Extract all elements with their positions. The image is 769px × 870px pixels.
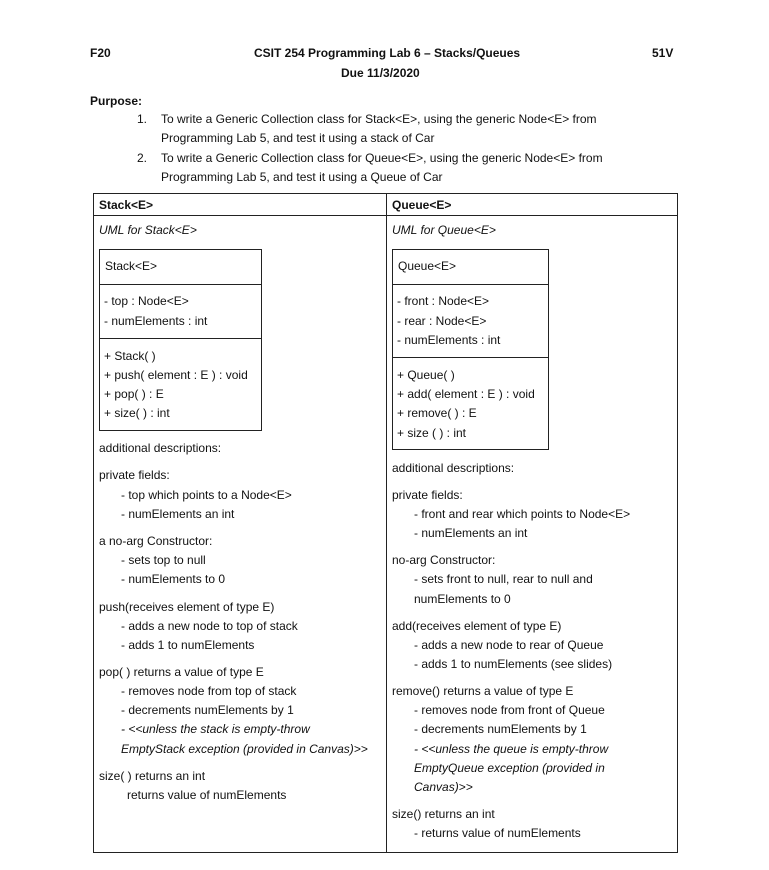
stack-desc-line: - top which points to a Node<E> xyxy=(121,488,292,502)
stack-desc-line: - <<unless the stack is empty-throw xyxy=(121,722,310,736)
queue-desc-line: EmptyQueue exception (provided in xyxy=(414,761,605,775)
uml-method: + Stack( ) xyxy=(104,349,156,363)
table-column-divider xyxy=(386,193,387,853)
queue-uml-class-name: Queue<E> xyxy=(398,259,457,273)
queue-desc-line: Canvas)>> xyxy=(414,780,473,794)
stack-desc-line: returns value of numElements xyxy=(127,788,287,802)
stack-desc-line: pop( ) returns a value of type E xyxy=(99,665,264,679)
stack-desc-line: EmptyStack exception (provided in Canvas)>> xyxy=(121,742,368,756)
uml-method: + Queue( ) xyxy=(397,368,455,382)
queue-desc-line: no-arg Constructor: xyxy=(392,553,496,567)
uml-divider xyxy=(392,284,549,285)
queue-desc-line: private fields: xyxy=(392,488,463,502)
queue-desc-line: - returns value of numElements xyxy=(414,826,581,840)
queue-desc-line: numElements to 0 xyxy=(414,592,511,606)
queue-desc-line: - removes node from front of Queue xyxy=(414,703,605,717)
uml-divider xyxy=(392,357,549,358)
header-left: F20 xyxy=(90,46,111,60)
queue-desc-line: - <<unless the queue is empty-throw xyxy=(414,742,609,756)
purpose-item-text: Programming Lab 5, and test it using a Queue of Car xyxy=(161,170,443,184)
purpose-item-text: To write a Generic Collection class for Queue<E>, using the generic Node<E> from xyxy=(161,151,603,165)
uml-method: + add( element : E ) : void xyxy=(397,387,535,401)
queue-desc-line: - adds 1 to numElements (see slides) xyxy=(414,657,613,671)
page-title: CSIT 254 Programming Lab 6 – Stacks/Queues xyxy=(254,46,521,60)
uml-divider xyxy=(99,338,262,339)
stack-desc-line: a no-arg Constructor: xyxy=(99,534,213,548)
uml-field: - rear : Node<E> xyxy=(397,314,487,328)
uml-method: + size ( ) : int xyxy=(397,426,467,440)
queue-desc-line: - decrements numElements by 1 xyxy=(414,722,587,736)
purpose-item-number: 2. xyxy=(137,151,148,165)
purpose-item-number: 1. xyxy=(137,112,148,126)
stack-uml-class-name: Stack<E> xyxy=(105,259,158,273)
uml-divider xyxy=(99,284,262,285)
queue-desc-line: remove() returns a value of type E xyxy=(392,684,574,698)
header-right: 51V xyxy=(652,46,674,60)
stack-desc-line: - sets top to null xyxy=(121,553,206,567)
stack-desc-line: private fields: xyxy=(99,468,170,482)
stack-desc-heading: additional descriptions: xyxy=(99,441,222,455)
purpose-item-text: Programming Lab 5, and test it using a stack of Car xyxy=(161,131,435,145)
stack-heading: Stack<E> xyxy=(99,198,154,212)
queue-desc-line: add(receives element of type E) xyxy=(392,619,562,633)
queue-desc-line: size() returns an int xyxy=(392,807,495,821)
uml-method: + push( element : E ) : void xyxy=(104,368,248,382)
queue-desc-line: - adds a new node to rear of Queue xyxy=(414,638,604,652)
stack-desc-line: - adds 1 to numElements xyxy=(121,638,255,652)
uml-field: - front : Node<E> xyxy=(397,294,490,308)
stack-desc-line: push(receives element of type E) xyxy=(99,600,275,614)
stack-uml-box xyxy=(99,249,262,431)
stack-uml-label: UML for Stack<E> xyxy=(99,223,197,237)
uml-field: - numElements : int xyxy=(397,333,501,347)
uml-method: + pop( ) : E xyxy=(104,387,164,401)
stack-desc-line: - numElements to 0 xyxy=(121,572,226,586)
purpose-item-text: To write a Generic Collection class for Stack<E>, using the generic Node<E> from xyxy=(161,112,597,126)
uml-field: - numElements : int xyxy=(104,314,208,328)
queue-heading: Queue<E> xyxy=(392,198,452,212)
queue-desc-line: - numElements an int xyxy=(414,526,528,540)
stack-desc-line: - removes node from top of stack xyxy=(121,684,297,698)
queue-desc-line: - sets front to null, rear to null and xyxy=(414,572,593,586)
stack-desc-line: - adds a new node to top of stack xyxy=(121,619,298,633)
stack-desc-line: - decrements numElements by 1 xyxy=(121,703,294,717)
queue-desc-line: - front and rear which points to Node<E> xyxy=(414,507,631,521)
queue-uml-label: UML for Queue<E> xyxy=(392,223,496,237)
purpose-heading: Purpose: xyxy=(90,94,143,108)
uml-method: + remove( ) : E xyxy=(397,406,477,420)
stack-desc-line: size( ) returns an int xyxy=(99,769,206,783)
queue-desc-heading: additional descriptions: xyxy=(392,461,515,475)
uml-method: + size( ) : int xyxy=(104,406,170,420)
stack-desc-line: - numElements an int xyxy=(121,507,235,521)
uml-field: - top : Node<E> xyxy=(104,294,189,308)
due-date: Due 11/3/2020 xyxy=(341,66,420,80)
